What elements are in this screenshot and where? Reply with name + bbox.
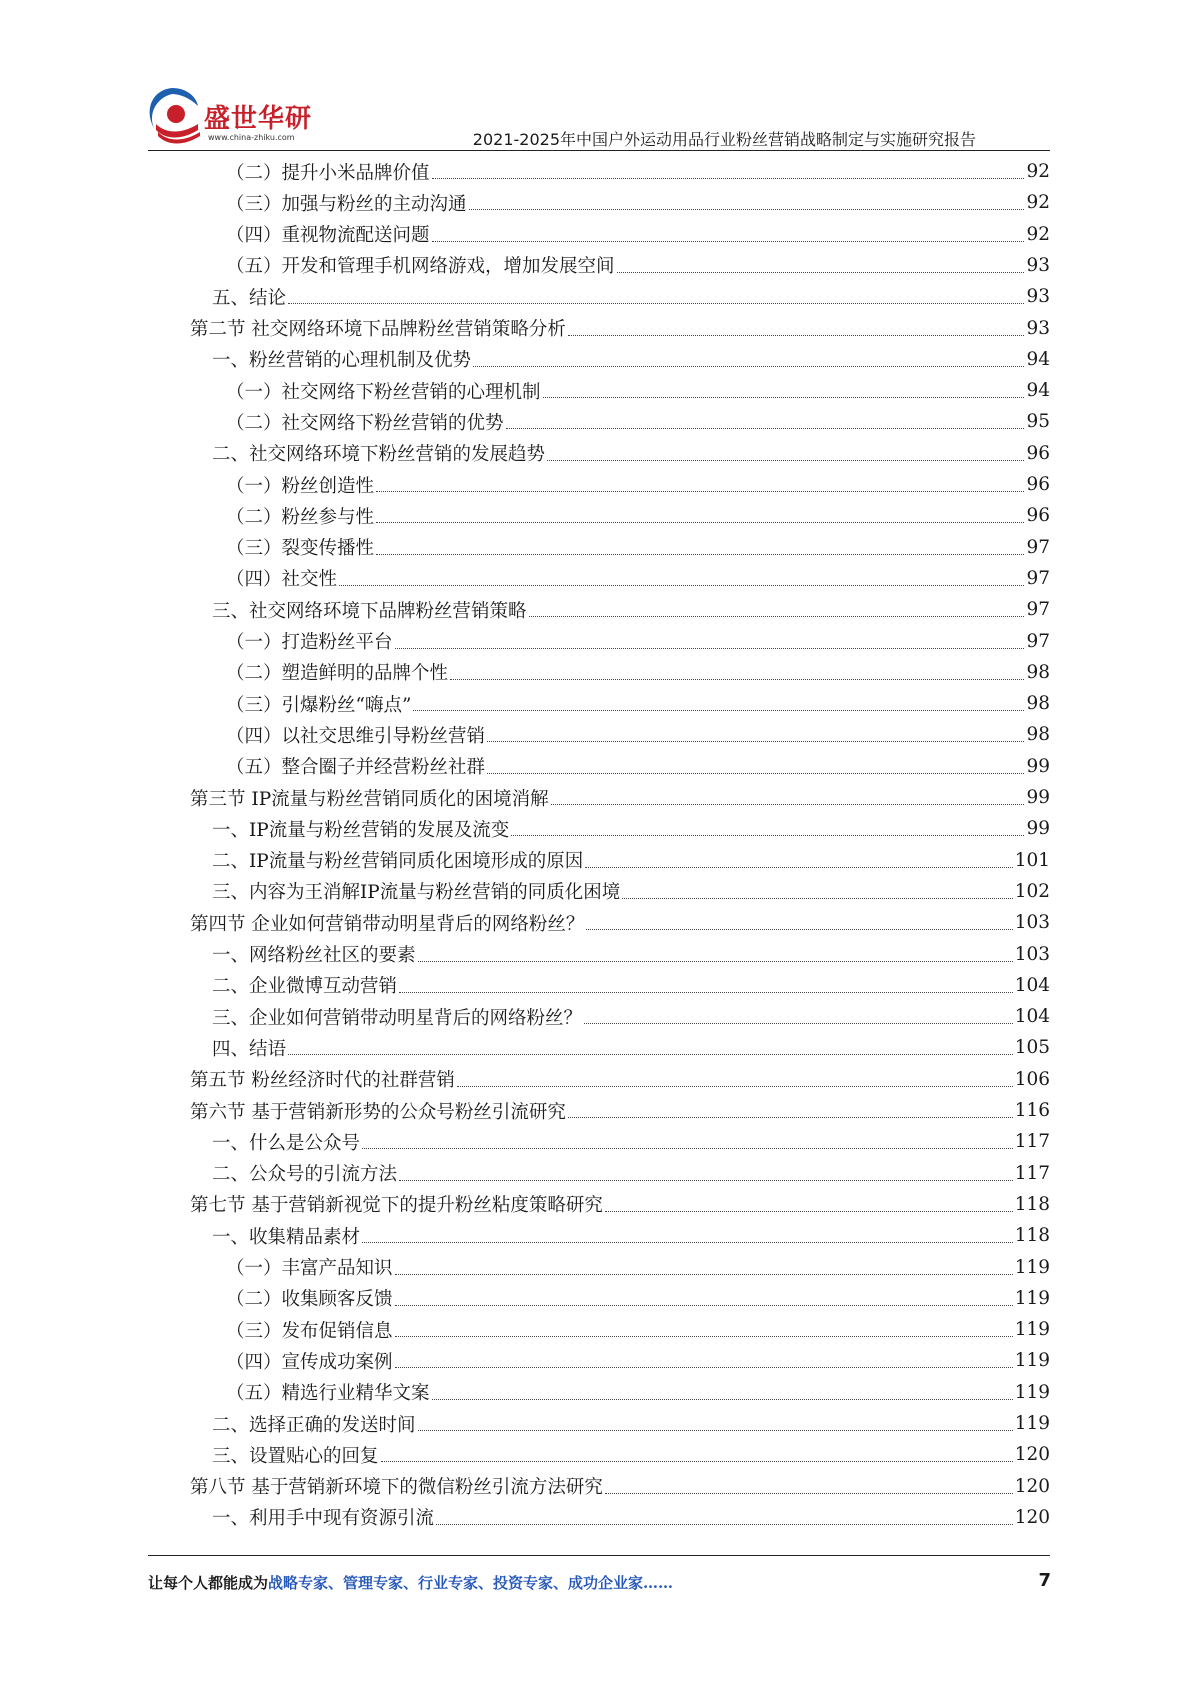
toc-entry[interactable] bbox=[226, 406, 1050, 437]
toc-entry-title: （一）粉丝创造性 bbox=[226, 475, 375, 497]
toc-leader-dots bbox=[339, 585, 1024, 586]
toc-entry-title: 一、利用手中现有资源引流 bbox=[212, 1508, 435, 1530]
toc-entry-title: 一、什么是公众号 bbox=[212, 1132, 361, 1154]
toc-leader-dots bbox=[395, 648, 1025, 649]
toc-entry-page: 97 bbox=[1026, 599, 1050, 621]
toc-leader-dots bbox=[288, 303, 1024, 304]
toc-entry-page: 105 bbox=[1014, 1037, 1050, 1059]
toc-leader-dots bbox=[617, 272, 1025, 273]
toc-entry-page: 120 bbox=[1014, 1444, 1050, 1466]
toc-entry-title: （二）收集顾客反馈 bbox=[226, 1289, 393, 1311]
toc-leader-dots bbox=[432, 1399, 1013, 1400]
toc-entry-title: 二、公众号的引流方法 bbox=[212, 1164, 398, 1186]
toc-entry[interactable] bbox=[190, 1095, 1050, 1126]
toc-entry-page: 99 bbox=[1026, 787, 1050, 808]
toc-leader-dots bbox=[473, 366, 1024, 367]
toc-leader-dots bbox=[469, 209, 1025, 210]
toc-entry-title: （一）打造粉丝平台 bbox=[226, 632, 393, 653]
toc-leader-dots bbox=[432, 178, 1025, 179]
toc-entry-page: 117 bbox=[1014, 1162, 1050, 1184]
toc-entry[interactable] bbox=[190, 782, 1050, 813]
toc-entry[interactable] bbox=[212, 438, 1050, 469]
toc-entry-title: （一）丰富产品知识 bbox=[226, 1258, 393, 1279]
toc-leader-dots bbox=[376, 554, 1024, 555]
toc-entry-title: （三）加强与粉丝的主动沟通 bbox=[226, 193, 467, 215]
toc-entry-page: 93 bbox=[1026, 254, 1050, 276]
toc-entry-title: 第五节 粉丝经济时代的社群营销 bbox=[190, 1070, 455, 1092]
toc-entry[interactable] bbox=[226, 1345, 1050, 1376]
toc-entry-page: 119 bbox=[1014, 1381, 1050, 1403]
toc-entry-title: 第四节 企业如何营销带动明星背后的网络粉丝？ bbox=[190, 913, 585, 935]
toc-entry-title: （四）重视物流配送问题 bbox=[226, 225, 430, 247]
toc-entry-title: （一）社交网络下粉丝营销的心理机制 bbox=[226, 381, 541, 403]
toc-entry[interactable] bbox=[190, 1064, 1050, 1095]
toc-entry-page: 97 bbox=[1026, 536, 1050, 558]
toc-leader-dots bbox=[605, 1493, 1013, 1494]
toc-entry[interactable] bbox=[226, 469, 1050, 500]
toc-entry[interactable] bbox=[212, 1126, 1050, 1157]
toc-leader-dots bbox=[457, 1086, 1013, 1087]
toc-leader-dots bbox=[418, 1430, 1013, 1431]
toc-entry[interactable] bbox=[212, 939, 1050, 970]
toc-entry-page: 119 bbox=[1014, 1319, 1050, 1341]
toc-entry[interactable] bbox=[226, 1314, 1050, 1345]
toc-entry-title: （三）裂变传播性 bbox=[226, 538, 375, 560]
toc-leader-dots bbox=[568, 1117, 1013, 1118]
toc-entry-page: 94 bbox=[1026, 380, 1050, 402]
toc-entry[interactable] bbox=[226, 719, 1050, 750]
toc-entry-title: 第二节 社交网络环境下品牌粉丝营销策略分析 bbox=[190, 319, 566, 340]
toc-entry-title: 五、结论 bbox=[212, 287, 287, 309]
toc-entry[interactable] bbox=[226, 1283, 1050, 1314]
toc-entry-title: 三、设置贴心的回复 bbox=[212, 1445, 379, 1467]
toc-entry-title: 第八节 基于营销新环境下的微信粉丝引流方法研究 bbox=[190, 1477, 603, 1499]
toc-entry-title: 二、社交网络环境下粉丝营销的发展趋势 bbox=[212, 444, 546, 466]
toc-leader-dots bbox=[543, 397, 1025, 398]
toc-entry-title: （二）粉丝参与性 bbox=[226, 506, 375, 528]
toc-entry-page: 94 bbox=[1026, 348, 1050, 370]
toc-entry[interactable] bbox=[212, 1408, 1050, 1439]
toc-leader-dots bbox=[376, 522, 1024, 523]
toc-leader-dots bbox=[487, 741, 1024, 742]
toc-leader-dots bbox=[529, 616, 1025, 617]
toc-entry[interactable] bbox=[226, 500, 1050, 531]
toc-leader-dots bbox=[551, 804, 1025, 805]
footer-slogan bbox=[148, 1572, 673, 1593]
toc-entry-title: 一、粉丝营销的心理机制及优势 bbox=[212, 350, 472, 372]
toc-entry[interactable] bbox=[226, 1252, 1050, 1283]
toc-leader-dots bbox=[395, 1274, 1013, 1275]
toc-leader-dots bbox=[395, 1367, 1013, 1368]
toc-entry-page: 103 bbox=[1014, 912, 1050, 934]
toc-entry[interactable] bbox=[226, 156, 1050, 187]
toc-entry[interactable] bbox=[212, 344, 1050, 375]
toc-entry[interactable] bbox=[212, 813, 1050, 844]
toc-entry-page: 97 bbox=[1026, 630, 1050, 652]
toc-entry-page: 120 bbox=[1014, 1475, 1050, 1497]
toc-entry[interactable] bbox=[190, 1189, 1050, 1220]
toc-leader-dots bbox=[584, 1023, 1013, 1024]
toc-entry-title: （四）以社交思维引导粉丝营销 bbox=[226, 725, 486, 747]
toc-entry-title: （四）社交性 bbox=[226, 569, 338, 591]
toc-entry[interactable] bbox=[226, 187, 1050, 218]
toc-entry[interactable] bbox=[226, 657, 1050, 688]
slogan-prefix: 让每个人都能成为 bbox=[148, 1574, 269, 1592]
toc-leader-dots bbox=[362, 1148, 1013, 1149]
toc-entry-page: 118 bbox=[1014, 1193, 1050, 1215]
toc-entry-title: 二、企业微博互动营销 bbox=[212, 976, 398, 998]
toc-entry-page: 92 bbox=[1026, 223, 1050, 245]
toc-entry[interactable] bbox=[226, 219, 1050, 250]
toc-leader-dots bbox=[381, 1461, 1013, 1462]
toc-entry[interactable] bbox=[190, 907, 1050, 938]
toc-leader-dots bbox=[362, 1242, 1013, 1243]
logo-mark-icon bbox=[142, 84, 206, 148]
toc-leader-dots bbox=[413, 710, 1024, 711]
toc-entry-page: 101 bbox=[1014, 849, 1050, 871]
toc-entry[interactable] bbox=[190, 313, 1050, 344]
toc-leader-dots bbox=[605, 1211, 1013, 1212]
toc-leader-dots bbox=[585, 867, 1012, 868]
toc-entry-page: 119 bbox=[1014, 1256, 1050, 1278]
toc-leader-dots bbox=[395, 1336, 1013, 1337]
toc-leader-dots bbox=[432, 241, 1025, 242]
toc-entry-page: 98 bbox=[1026, 661, 1050, 683]
toc-entry-page: 104 bbox=[1014, 1006, 1050, 1028]
document-title: 2021-2025年中国户外运动用品行业粉丝营销战略制定与实施研究报告 bbox=[472, 130, 976, 149]
toc-leader-dots bbox=[399, 992, 1013, 993]
toc-entry[interactable] bbox=[212, 281, 1050, 312]
toc-entry-title: 一、收集精品素材 bbox=[212, 1226, 361, 1248]
toc-entry-title: 一、IP流量与粉丝营销的发展及流变 bbox=[212, 819, 510, 841]
toc-entry-title: （二）社交网络下粉丝营销的优势 bbox=[226, 412, 504, 434]
toc-entry-title: 二、选择正确的发送时间 bbox=[212, 1414, 416, 1436]
toc-entry-page: 116 bbox=[1014, 1100, 1050, 1121]
toc-leader-dots bbox=[506, 428, 1025, 429]
toc-leader-dots bbox=[547, 460, 1024, 461]
toc-leader-dots bbox=[395, 1305, 1013, 1306]
toc-entry[interactable] bbox=[226, 532, 1050, 563]
toc-entry-page: 99 bbox=[1026, 755, 1050, 777]
toc-leader-dots bbox=[586, 929, 1012, 930]
footer-divider bbox=[148, 1555, 1050, 1556]
toc-entry[interactable] bbox=[226, 751, 1050, 782]
toc-entry-title: （三）发布促销信息 bbox=[226, 1320, 393, 1342]
toc-entry[interactable] bbox=[226, 375, 1050, 406]
toc-entry-title: （二）塑造鲜明的品牌个性 bbox=[226, 663, 449, 685]
toc-entry-page: 102 bbox=[1014, 880, 1050, 902]
toc-leader-dots bbox=[568, 335, 1025, 336]
toc-entry[interactable] bbox=[212, 1502, 1050, 1533]
toc-leader-dots bbox=[622, 898, 1012, 899]
toc-entry-page: 99 bbox=[1026, 818, 1050, 840]
company-logo bbox=[142, 84, 322, 148]
toc-leader-dots bbox=[450, 679, 1024, 680]
toc-entry[interactable] bbox=[212, 845, 1050, 876]
toc-leader-dots bbox=[511, 835, 1024, 836]
toc-entry-page: 96 bbox=[1026, 474, 1050, 495]
toc-entry-page: 96 bbox=[1026, 505, 1050, 527]
toc-entry-page: 106 bbox=[1014, 1068, 1050, 1090]
toc-entry-page: 120 bbox=[1014, 1506, 1050, 1528]
toc-entry-page: 117 bbox=[1014, 1131, 1050, 1153]
toc-leader-dots bbox=[487, 773, 1024, 774]
toc-entry-title: 三、社交网络环境下品牌粉丝营销策略 bbox=[212, 600, 527, 622]
toc-entry-title: （五）精选行业精华文案 bbox=[226, 1383, 430, 1405]
toc-entry-page: 92 bbox=[1026, 161, 1050, 182]
toc-leader-dots bbox=[418, 961, 1013, 962]
toc-entry-page: 118 bbox=[1014, 1225, 1050, 1247]
toc-entry-title: 一、网络粉丝社区的要素 bbox=[212, 945, 416, 966]
toc-entry[interactable] bbox=[226, 626, 1050, 657]
toc-entry-page: 96 bbox=[1026, 442, 1050, 464]
slogan-highlight: 战略专家、管理专家、行业专家、投资专家、成功企业家…… bbox=[268, 1574, 674, 1592]
toc-entry-title: （四）宣传成功案例 bbox=[226, 1351, 393, 1373]
toc-entry-page: 97 bbox=[1026, 567, 1050, 589]
toc-entry[interactable] bbox=[190, 1471, 1050, 1502]
toc-entry-page: 93 bbox=[1026, 286, 1050, 308]
toc-entry-title: （五）整合圈子并经营粉丝社群 bbox=[226, 757, 486, 779]
logo-text: 盛世华研 bbox=[204, 104, 313, 134]
toc-entry[interactable] bbox=[226, 250, 1050, 281]
toc-entry-page: 119 bbox=[1014, 1413, 1050, 1434]
toc-entry-title: （五）开发和管理手机网络游戏，增加发展空间 bbox=[226, 256, 615, 278]
toc-entry-page: 95 bbox=[1026, 411, 1050, 433]
toc-entry[interactable] bbox=[212, 876, 1050, 907]
toc-leader-dots bbox=[376, 491, 1024, 492]
toc-entry-title: 第六节 基于营销新形势的公众号粉丝引流研究 bbox=[190, 1101, 566, 1123]
toc-leader-dots bbox=[288, 1054, 1013, 1055]
toc-entry[interactable] bbox=[226, 688, 1050, 719]
toc-entry-page: 92 bbox=[1026, 192, 1050, 214]
toc-entry-page: 103 bbox=[1014, 943, 1050, 965]
page-number: 7 bbox=[1038, 1570, 1051, 1591]
toc-entry-title: 第三节 IP流量与粉丝营销同质化的困境消解 bbox=[190, 788, 549, 810]
toc-entry[interactable] bbox=[226, 1377, 1050, 1408]
logo-url: www.china-zhiku.com bbox=[208, 133, 295, 142]
header-divider bbox=[148, 150, 1050, 151]
toc-entry-title: 二、IP流量与粉丝营销同质化困境形成的原因 bbox=[212, 851, 584, 873]
toc-entry-title: （二）提升小米品牌价值 bbox=[226, 162, 430, 184]
toc-entry-title: 四、结语 bbox=[212, 1038, 287, 1060]
toc-entry-page: 119 bbox=[1014, 1287, 1050, 1309]
toc-entry-page: 98 bbox=[1026, 724, 1050, 746]
toc-entry[interactable] bbox=[212, 1001, 1050, 1032]
toc-entry[interactable] bbox=[212, 970, 1050, 1001]
toc-entry-title: 三、内容为王消解IP流量与粉丝营销的同质化困境 bbox=[212, 882, 621, 904]
toc-entry-title: 三、企业如何营销带动明星背后的网络粉丝？ bbox=[212, 1007, 583, 1029]
toc-entry[interactable] bbox=[212, 1220, 1050, 1251]
toc-entry-page: 119 bbox=[1014, 1350, 1050, 1372]
toc-entry[interactable] bbox=[212, 594, 1050, 625]
toc-entry[interactable] bbox=[212, 1158, 1050, 1189]
toc-entry[interactable] bbox=[212, 1439, 1050, 1470]
toc-entry-page: 93 bbox=[1026, 317, 1050, 339]
toc-leader-dots bbox=[436, 1524, 1013, 1525]
toc-entry-title: 第七节 基于营销新视觉下的提升粉丝粘度策略研究 bbox=[190, 1195, 603, 1217]
toc-leader-dots bbox=[399, 1180, 1013, 1181]
toc-entry-title: （三）引爆粉丝“嗨点” bbox=[226, 694, 412, 716]
toc-entry[interactable] bbox=[226, 563, 1050, 594]
toc-entry[interactable] bbox=[212, 1032, 1050, 1063]
toc-entry-page: 98 bbox=[1026, 693, 1050, 715]
toc-entry-page: 104 bbox=[1014, 974, 1050, 996]
